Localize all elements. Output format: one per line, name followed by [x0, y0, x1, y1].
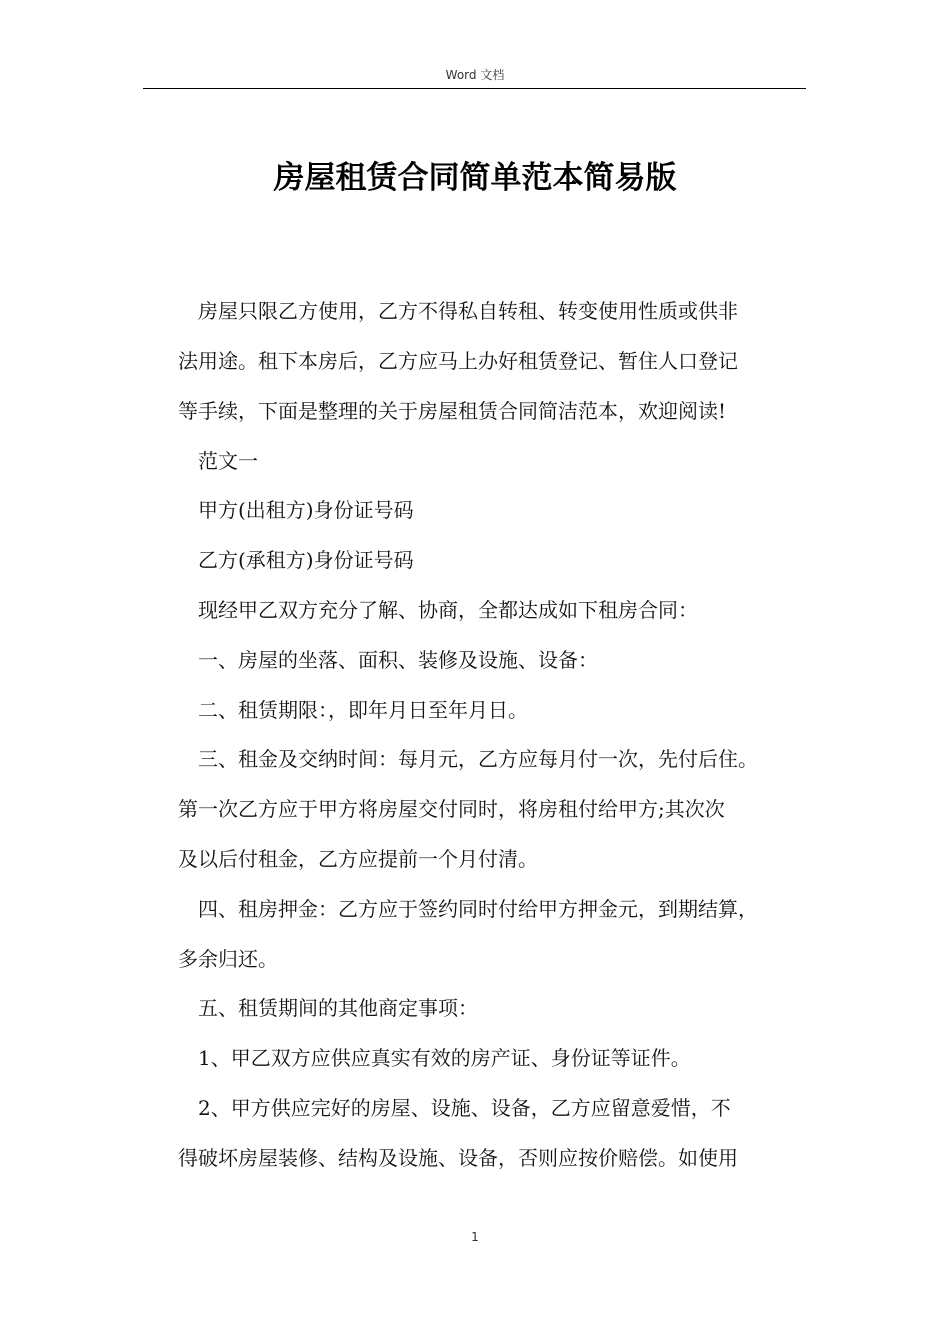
section-heading: 范文一 [198, 449, 258, 473]
body-line: 法用途。租下本房后，乙方应马上办好租赁登记、暂住人口登记 [178, 349, 738, 373]
body-line: 三、租金及交纳时间：每月元，乙方应每月付一次，先付后住。 [198, 747, 758, 771]
body-line: 五、租赁期间的其他商定事项： [198, 996, 478, 1020]
body-line: 甲方(出租方)身份证号码 [198, 498, 414, 522]
body-line: 2、甲方供应完好的房屋、设施、设备，乙方应留意爱惜，不 [198, 1096, 731, 1120]
body-line: 及以后付租金，乙方应提前一个月付清。 [178, 847, 538, 871]
body-line: 第一次乙方应于甲方将房屋交付同时，将房租付给甲方;其次次 [178, 797, 725, 821]
body-line: 得破坏房屋装修、结构及设施、设备，否则应按价赔偿。如使用 [178, 1146, 738, 1170]
page-number: 1 [471, 1230, 479, 1244]
body-line: 等手续，下面是整理的关于房屋租赁合同简洁范本，欢迎阅读! [178, 399, 727, 423]
body-line: 二、租赁期限：，即年月日至年月日。 [198, 698, 528, 722]
body-line: 乙方(承租方)身份证号码 [198, 548, 414, 572]
body-line: 1、甲乙双方应供应真实有效的房产证、身份证等证件。 [198, 1046, 691, 1070]
header-divider [143, 88, 806, 89]
body-line: 一、房屋的坐落、面积、装修及设施、设备： [198, 648, 598, 672]
body-line: 多余归还。 [178, 947, 278, 971]
body-line: 房屋只限乙方使用，乙方不得私自转租、转变使用性质或供非 [198, 299, 738, 323]
document-title: 房屋租赁合同简单范本简易版 [273, 160, 677, 196]
body-line: 四、租房押金：乙方应于签约同时付给甲方押金元，到期结算， [198, 897, 758, 921]
page-header: Word 文档 [445, 68, 505, 82]
body-line: 现经甲乙双方充分了解、协商，全都达成如下租房合同： [198, 598, 698, 622]
